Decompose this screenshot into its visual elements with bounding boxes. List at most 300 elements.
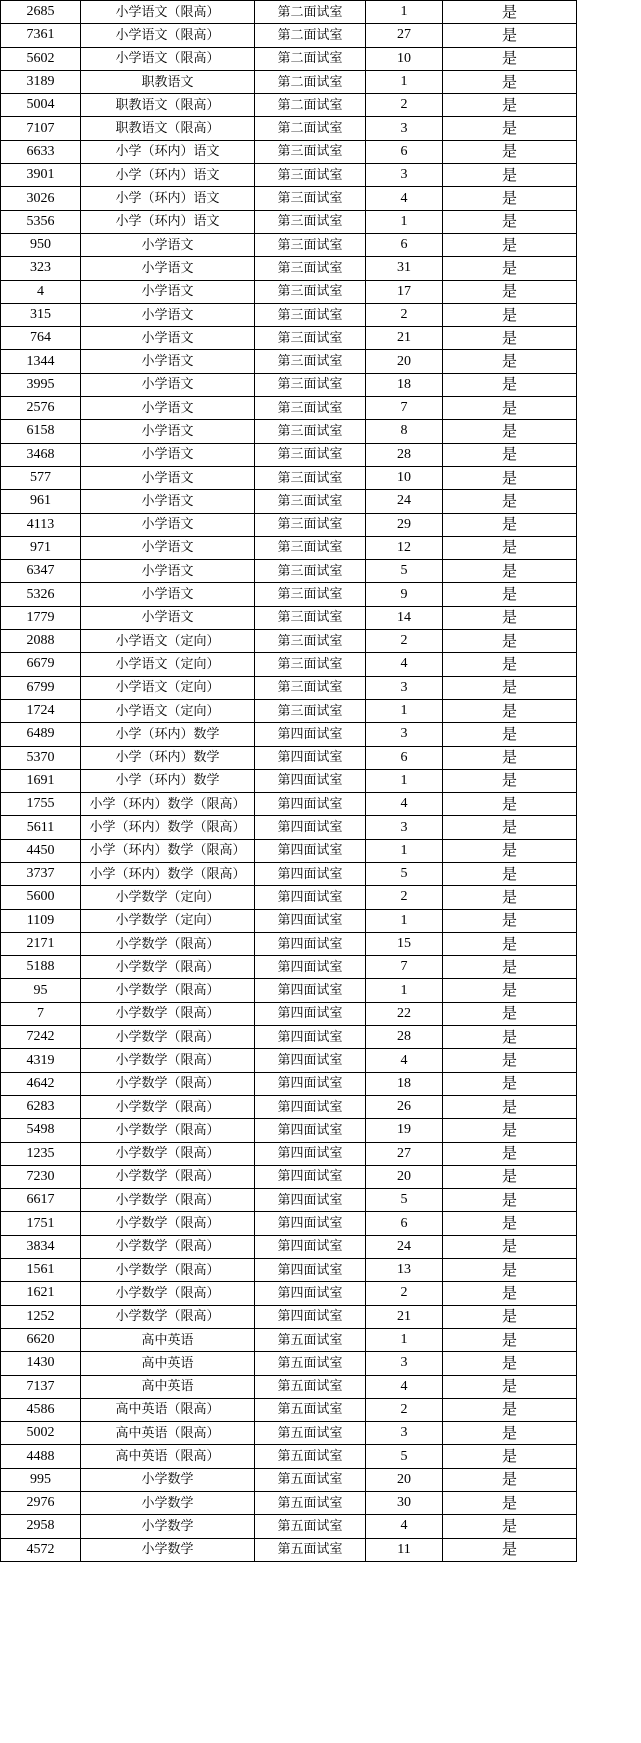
room-cell: 第四面试室: [255, 1259, 366, 1282]
candidate-id-cell: 5002: [1, 1422, 81, 1445]
order-number-cell: 3: [366, 117, 443, 140]
subject-cell: 小学（环内）语文: [81, 164, 255, 187]
qualified-cell: 是: [443, 1398, 577, 1421]
candidate-id-cell: 4642: [1, 1072, 81, 1095]
subject-cell: 小学（环内）数学（限高）: [81, 839, 255, 862]
subject-cell: 小学数学: [81, 1468, 255, 1491]
order-number-cell: 2: [366, 886, 443, 909]
order-number-cell: 3: [366, 723, 443, 746]
qualified-cell: 是: [443, 862, 577, 885]
table-row: [1, 1468, 577, 1491]
order-number-cell: 4: [366, 1049, 443, 1072]
subject-cell: 小学（环内）数学: [81, 723, 255, 746]
candidate-id-cell: 6633: [1, 140, 81, 163]
room-cell: 第四面试室: [255, 1095, 366, 1118]
qualified-cell: 是: [443, 1142, 577, 1165]
order-number-cell: 12: [366, 536, 443, 559]
candidate-id-cell: 6283: [1, 1095, 81, 1118]
order-number-cell: 15: [366, 932, 443, 955]
qualified-cell: 是: [443, 1515, 577, 1538]
table-row: [1, 769, 577, 792]
order-number-cell: 1: [366, 70, 443, 93]
qualified-cell: 是: [443, 397, 577, 420]
qualified-cell: 是: [443, 233, 577, 256]
qualified-cell: 是: [443, 443, 577, 466]
qualified-cell: 是: [443, 373, 577, 396]
subject-cell: 小学数学（定向）: [81, 886, 255, 909]
order-number-cell: 28: [366, 443, 443, 466]
candidate-id-cell: 2685: [1, 1, 81, 24]
qualified-cell: 是: [443, 956, 577, 979]
qualified-cell: 是: [443, 1026, 577, 1049]
qualified-cell: 是: [443, 1445, 577, 1468]
table-row: [1, 327, 577, 350]
qualified-cell: 是: [443, 70, 577, 93]
room-cell: 第四面试室: [255, 1165, 366, 1188]
table-row: [1, 1212, 577, 1235]
candidate-id-cell: 2976: [1, 1492, 81, 1515]
subject-cell: 小学数学: [81, 1492, 255, 1515]
candidate-id-cell: 1252: [1, 1305, 81, 1328]
qualified-cell: 是: [443, 47, 577, 70]
room-cell: 第四面试室: [255, 1002, 366, 1025]
order-number-cell: 29: [366, 513, 443, 536]
order-number-cell: 4: [366, 187, 443, 210]
subject-cell: 小学语文（定向）: [81, 676, 255, 699]
room-cell: 第四面试室: [255, 1026, 366, 1049]
candidate-id-cell: 4113: [1, 513, 81, 536]
candidate-id-cell: 1235: [1, 1142, 81, 1165]
order-number-cell: 4: [366, 1515, 443, 1538]
subject-cell: 高中英语（限高）: [81, 1445, 255, 1468]
room-cell: 第二面试室: [255, 94, 366, 117]
room-cell: 第五面试室: [255, 1422, 366, 1445]
candidate-id-cell: 5188: [1, 956, 81, 979]
qualified-cell: 是: [443, 1259, 577, 1282]
order-number-cell: 1: [366, 1328, 443, 1351]
subject-cell: 小学语文（定向）: [81, 653, 255, 676]
qualified-cell: 是: [443, 303, 577, 326]
candidate-id-cell: 5370: [1, 746, 81, 769]
subject-cell: 小学语文: [81, 536, 255, 559]
table-row: [1, 862, 577, 885]
order-number-cell: 27: [366, 24, 443, 47]
room-cell: 第四面试室: [255, 746, 366, 769]
room-cell: 第四面试室: [255, 769, 366, 792]
room-cell: 第三面试室: [255, 653, 366, 676]
qualified-cell: 是: [443, 210, 577, 233]
subject-cell: 小学语文（限高）: [81, 24, 255, 47]
order-number-cell: 2: [366, 1282, 443, 1305]
qualified-cell: 是: [443, 164, 577, 187]
order-number-cell: 1: [366, 769, 443, 792]
order-number-cell: 2: [366, 303, 443, 326]
subject-cell: 小学语文: [81, 490, 255, 513]
room-cell: 第三面试室: [255, 373, 366, 396]
room-cell: 第三面试室: [255, 280, 366, 303]
table-row: [1, 1, 577, 24]
order-number-cell: 30: [366, 1492, 443, 1515]
order-number-cell: 5: [366, 1445, 443, 1468]
room-cell: 第三面试室: [255, 233, 366, 256]
room-cell: 第五面试室: [255, 1352, 366, 1375]
subject-cell: 小学（环内）数学: [81, 746, 255, 769]
subject-cell: 高中英语: [81, 1328, 255, 1351]
table-row: [1, 140, 577, 163]
subject-cell: 小学数学（限高）: [81, 956, 255, 979]
order-number-cell: 6: [366, 140, 443, 163]
order-number-cell: 24: [366, 1235, 443, 1258]
candidate-id-cell: 7361: [1, 24, 81, 47]
candidate-id-cell: 971: [1, 536, 81, 559]
subject-cell: 小学（环内）语文: [81, 187, 255, 210]
candidate-id-cell: 6158: [1, 420, 81, 443]
room-cell: 第三面试室: [255, 443, 366, 466]
order-number-cell: 4: [366, 793, 443, 816]
qualified-cell: 是: [443, 187, 577, 210]
table-row: [1, 1026, 577, 1049]
candidate-id-cell: 1751: [1, 1212, 81, 1235]
qualified-cell: 是: [443, 117, 577, 140]
order-number-cell: 3: [366, 676, 443, 699]
qualified-cell: 是: [443, 816, 577, 839]
room-cell: 第四面试室: [255, 1142, 366, 1165]
candidate-id-cell: 5602: [1, 47, 81, 70]
table-row: [1, 24, 577, 47]
subject-cell: 小学语文（限高）: [81, 47, 255, 70]
candidate-id-cell: 3834: [1, 1235, 81, 1258]
qualified-cell: 是: [443, 1328, 577, 1351]
table-row: [1, 257, 577, 280]
room-cell: 第三面试室: [255, 350, 366, 373]
qualified-cell: 是: [443, 699, 577, 722]
subject-cell: 职教语文（限高）: [81, 94, 255, 117]
room-cell: 第四面试室: [255, 1212, 366, 1235]
order-number-cell: 10: [366, 47, 443, 70]
order-number-cell: 5: [366, 1189, 443, 1212]
table-row: [1, 1375, 577, 1398]
subject-cell: 小学语文（定向）: [81, 699, 255, 722]
candidate-id-cell: 4586: [1, 1398, 81, 1421]
room-cell: 第二面试室: [255, 24, 366, 47]
room-cell: 第三面试室: [255, 536, 366, 559]
order-number-cell: 13: [366, 1259, 443, 1282]
room-cell: 第五面试室: [255, 1468, 366, 1491]
table-row: [1, 583, 577, 606]
room-cell: 第四面试室: [255, 909, 366, 932]
room-cell: 第四面试室: [255, 1305, 366, 1328]
order-number-cell: 1: [366, 979, 443, 1002]
candidate-id-cell: 1724: [1, 699, 81, 722]
candidate-id-cell: 6799: [1, 676, 81, 699]
subject-cell: 小学（环内）数学: [81, 769, 255, 792]
subject-cell: 小学语文: [81, 233, 255, 256]
table-row: [1, 1305, 577, 1328]
subject-cell: 小学数学（限高）: [81, 1305, 255, 1328]
table-row: [1, 816, 577, 839]
qualified-cell: 是: [443, 420, 577, 443]
candidate-id-cell: 577: [1, 466, 81, 489]
qualified-cell: 是: [443, 280, 577, 303]
order-number-cell: 6: [366, 233, 443, 256]
candidate-id-cell: 3901: [1, 164, 81, 187]
subject-cell: 小学语文: [81, 397, 255, 420]
room-cell: 第四面试室: [255, 862, 366, 885]
subject-cell: 职教语文（限高）: [81, 117, 255, 140]
qualified-cell: 是: [443, 839, 577, 862]
candidate-id-cell: 961: [1, 490, 81, 513]
subject-cell: 小学数学（限高）: [81, 1212, 255, 1235]
table-row: [1, 1072, 577, 1095]
order-number-cell: 2: [366, 630, 443, 653]
room-cell: 第四面试室: [255, 793, 366, 816]
order-number-cell: 21: [366, 327, 443, 350]
order-number-cell: 1: [366, 1, 443, 24]
qualified-cell: 是: [443, 1, 577, 24]
candidate-id-cell: 2088: [1, 630, 81, 653]
qualified-cell: 是: [443, 1212, 577, 1235]
subject-cell: 高中英语: [81, 1375, 255, 1398]
room-cell: 第三面试室: [255, 420, 366, 443]
candidate-id-cell: 1779: [1, 606, 81, 629]
qualified-cell: 是: [443, 746, 577, 769]
subject-cell: 小学数学（限高）: [81, 1282, 255, 1305]
order-number-cell: 2: [366, 1398, 443, 1421]
qualified-cell: 是: [443, 653, 577, 676]
subject-cell: 小学语文: [81, 466, 255, 489]
order-number-cell: 4: [366, 1375, 443, 1398]
order-number-cell: 7: [366, 397, 443, 420]
order-number-cell: 1: [366, 699, 443, 722]
table-row: [1, 397, 577, 420]
candidate-id-cell: 5356: [1, 210, 81, 233]
subject-cell: 职教语文: [81, 70, 255, 93]
subject-cell: 小学语文: [81, 513, 255, 536]
table-row: [1, 536, 577, 559]
qualified-cell: 是: [443, 1375, 577, 1398]
candidate-id-cell: 2171: [1, 932, 81, 955]
table-row: [1, 1002, 577, 1025]
candidate-id-cell: 1755: [1, 793, 81, 816]
candidate-id-cell: 7107: [1, 117, 81, 140]
order-number-cell: 14: [366, 606, 443, 629]
qualified-cell: 是: [443, 606, 577, 629]
qualified-cell: 是: [443, 723, 577, 746]
room-cell: 第三面试室: [255, 164, 366, 187]
table-row: [1, 1095, 577, 1118]
subject-cell: 小学数学（限高）: [81, 1165, 255, 1188]
qualified-cell: 是: [443, 979, 577, 1002]
subject-cell: 小学语文: [81, 583, 255, 606]
qualified-cell: 是: [443, 1119, 577, 1142]
subject-cell: 小学（环内）数学（限高）: [81, 816, 255, 839]
subject-cell: 小学语文: [81, 303, 255, 326]
table-row: [1, 164, 577, 187]
room-cell: 第五面试室: [255, 1492, 366, 1515]
qualified-cell: 是: [443, 490, 577, 513]
room-cell: 第三面试室: [255, 560, 366, 583]
table-row: [1, 1235, 577, 1258]
candidate-id-cell: 3468: [1, 443, 81, 466]
table-row: [1, 1445, 577, 1468]
subject-cell: 小学（环内）语文: [81, 140, 255, 163]
candidate-id-cell: 5611: [1, 816, 81, 839]
table-row: [1, 233, 577, 256]
table-row: [1, 1189, 577, 1212]
table-row: [1, 932, 577, 955]
qualified-cell: 是: [443, 1049, 577, 1072]
candidate-id-cell: 3189: [1, 70, 81, 93]
candidate-id-cell: 4488: [1, 1445, 81, 1468]
table-row: [1, 466, 577, 489]
order-number-cell: 6: [366, 746, 443, 769]
candidate-id-cell: 4572: [1, 1538, 81, 1561]
candidate-id-cell: 6617: [1, 1189, 81, 1212]
table-row: [1, 699, 577, 722]
subject-cell: 小学数学（限高）: [81, 1072, 255, 1095]
order-number-cell: 6: [366, 1212, 443, 1235]
subject-cell: 小学语文: [81, 350, 255, 373]
subject-cell: 小学数学（限高）: [81, 1095, 255, 1118]
qualified-cell: 是: [443, 513, 577, 536]
subject-cell: 小学语文: [81, 560, 255, 583]
table-row: [1, 490, 577, 513]
table-row: [1, 793, 577, 816]
qualified-cell: 是: [443, 583, 577, 606]
candidate-id-cell: 1621: [1, 1282, 81, 1305]
table-row: [1, 1282, 577, 1305]
candidate-id-cell: 3737: [1, 862, 81, 885]
room-cell: 第三面试室: [255, 303, 366, 326]
qualified-cell: 是: [443, 886, 577, 909]
subject-cell: 小学数学（限高）: [81, 1026, 255, 1049]
table-row: [1, 187, 577, 210]
table-row: [1, 94, 577, 117]
room-cell: 第二面试室: [255, 1, 366, 24]
subject-cell: 高中英语: [81, 1352, 255, 1375]
subject-cell: 小学（环内）数学（限高）: [81, 793, 255, 816]
order-number-cell: 28: [366, 1026, 443, 1049]
candidate-id-cell: 323: [1, 257, 81, 280]
subject-cell: 小学语文: [81, 373, 255, 396]
qualified-cell: 是: [443, 630, 577, 653]
order-number-cell: 5: [366, 862, 443, 885]
candidate-id-cell: 1561: [1, 1259, 81, 1282]
table-row: [1, 723, 577, 746]
room-cell: 第二面试室: [255, 47, 366, 70]
candidate-id-cell: 6620: [1, 1328, 81, 1351]
candidate-id-cell: 950: [1, 233, 81, 256]
table-row: [1, 1165, 577, 1188]
candidate-id-cell: 995: [1, 1468, 81, 1491]
qualified-cell: 是: [443, 350, 577, 373]
qualified-cell: 是: [443, 769, 577, 792]
candidate-id-cell: 764: [1, 327, 81, 350]
qualified-cell: 是: [443, 909, 577, 932]
room-cell: 第五面试室: [255, 1375, 366, 1398]
room-cell: 第四面试室: [255, 1072, 366, 1095]
room-cell: 第四面试室: [255, 886, 366, 909]
table-row: [1, 280, 577, 303]
table-row: [1, 746, 577, 769]
qualified-cell: 是: [443, 1235, 577, 1258]
candidate-id-cell: 4450: [1, 839, 81, 862]
candidate-id-cell: 6489: [1, 723, 81, 746]
subject-cell: 小学数学（限高）: [81, 1235, 255, 1258]
qualified-cell: 是: [443, 1095, 577, 1118]
order-number-cell: 31: [366, 257, 443, 280]
subject-cell: 小学语文: [81, 257, 255, 280]
qualified-cell: 是: [443, 1189, 577, 1212]
candidate-id-cell: 4319: [1, 1049, 81, 1072]
qualified-cell: 是: [443, 1305, 577, 1328]
candidate-id-cell: 2958: [1, 1515, 81, 1538]
table-row: [1, 70, 577, 93]
candidate-id-cell: 3995: [1, 373, 81, 396]
table-row: [1, 1259, 577, 1282]
subject-cell: 小学语文: [81, 327, 255, 350]
order-number-cell: 11: [366, 1538, 443, 1561]
table-row: [1, 1142, 577, 1165]
order-number-cell: 20: [366, 350, 443, 373]
order-number-cell: 2: [366, 94, 443, 117]
subject-cell: 小学语文: [81, 443, 255, 466]
table-row: [1, 47, 577, 70]
room-cell: 第三面试室: [255, 140, 366, 163]
order-number-cell: 5: [366, 560, 443, 583]
qualified-cell: 是: [443, 1422, 577, 1445]
qualified-cell: 是: [443, 1468, 577, 1491]
table-row: [1, 1049, 577, 1072]
table-row: [1, 117, 577, 140]
order-number-cell: 26: [366, 1095, 443, 1118]
order-number-cell: 10: [366, 466, 443, 489]
order-number-cell: 20: [366, 1165, 443, 1188]
order-number-cell: 4: [366, 653, 443, 676]
order-number-cell: 1: [366, 839, 443, 862]
subject-cell: 小学（环内）语文: [81, 210, 255, 233]
room-cell: 第三面试室: [255, 513, 366, 536]
order-number-cell: 21: [366, 1305, 443, 1328]
table-row: [1, 1492, 577, 1515]
table-row: [1, 420, 577, 443]
candidate-id-cell: 7230: [1, 1165, 81, 1188]
subject-cell: 小学数学: [81, 1538, 255, 1561]
table-row: [1, 350, 577, 373]
table-row: [1, 373, 577, 396]
candidate-id-cell: 95: [1, 979, 81, 1002]
qualified-cell: 是: [443, 466, 577, 489]
subject-cell: 小学数学（限高）: [81, 1002, 255, 1025]
table-row: [1, 630, 577, 653]
qualified-cell: 是: [443, 327, 577, 350]
subject-cell: 高中英语（限高）: [81, 1422, 255, 1445]
table-row: [1, 443, 577, 466]
qualified-cell: 是: [443, 1538, 577, 1561]
subject-cell: 小学数学（限高）: [81, 1119, 255, 1142]
subject-cell: 高中英语（限高）: [81, 1398, 255, 1421]
candidate-id-cell: 6347: [1, 560, 81, 583]
room-cell: 第三面试室: [255, 490, 366, 513]
qualified-cell: 是: [443, 1352, 577, 1375]
order-number-cell: 27: [366, 1142, 443, 1165]
room-cell: 第四面试室: [255, 932, 366, 955]
candidate-id-cell: 5498: [1, 1119, 81, 1142]
room-cell: 第四面试室: [255, 1282, 366, 1305]
order-number-cell: 9: [366, 583, 443, 606]
room-cell: 第四面试室: [255, 1119, 366, 1142]
qualified-cell: 是: [443, 1165, 577, 1188]
